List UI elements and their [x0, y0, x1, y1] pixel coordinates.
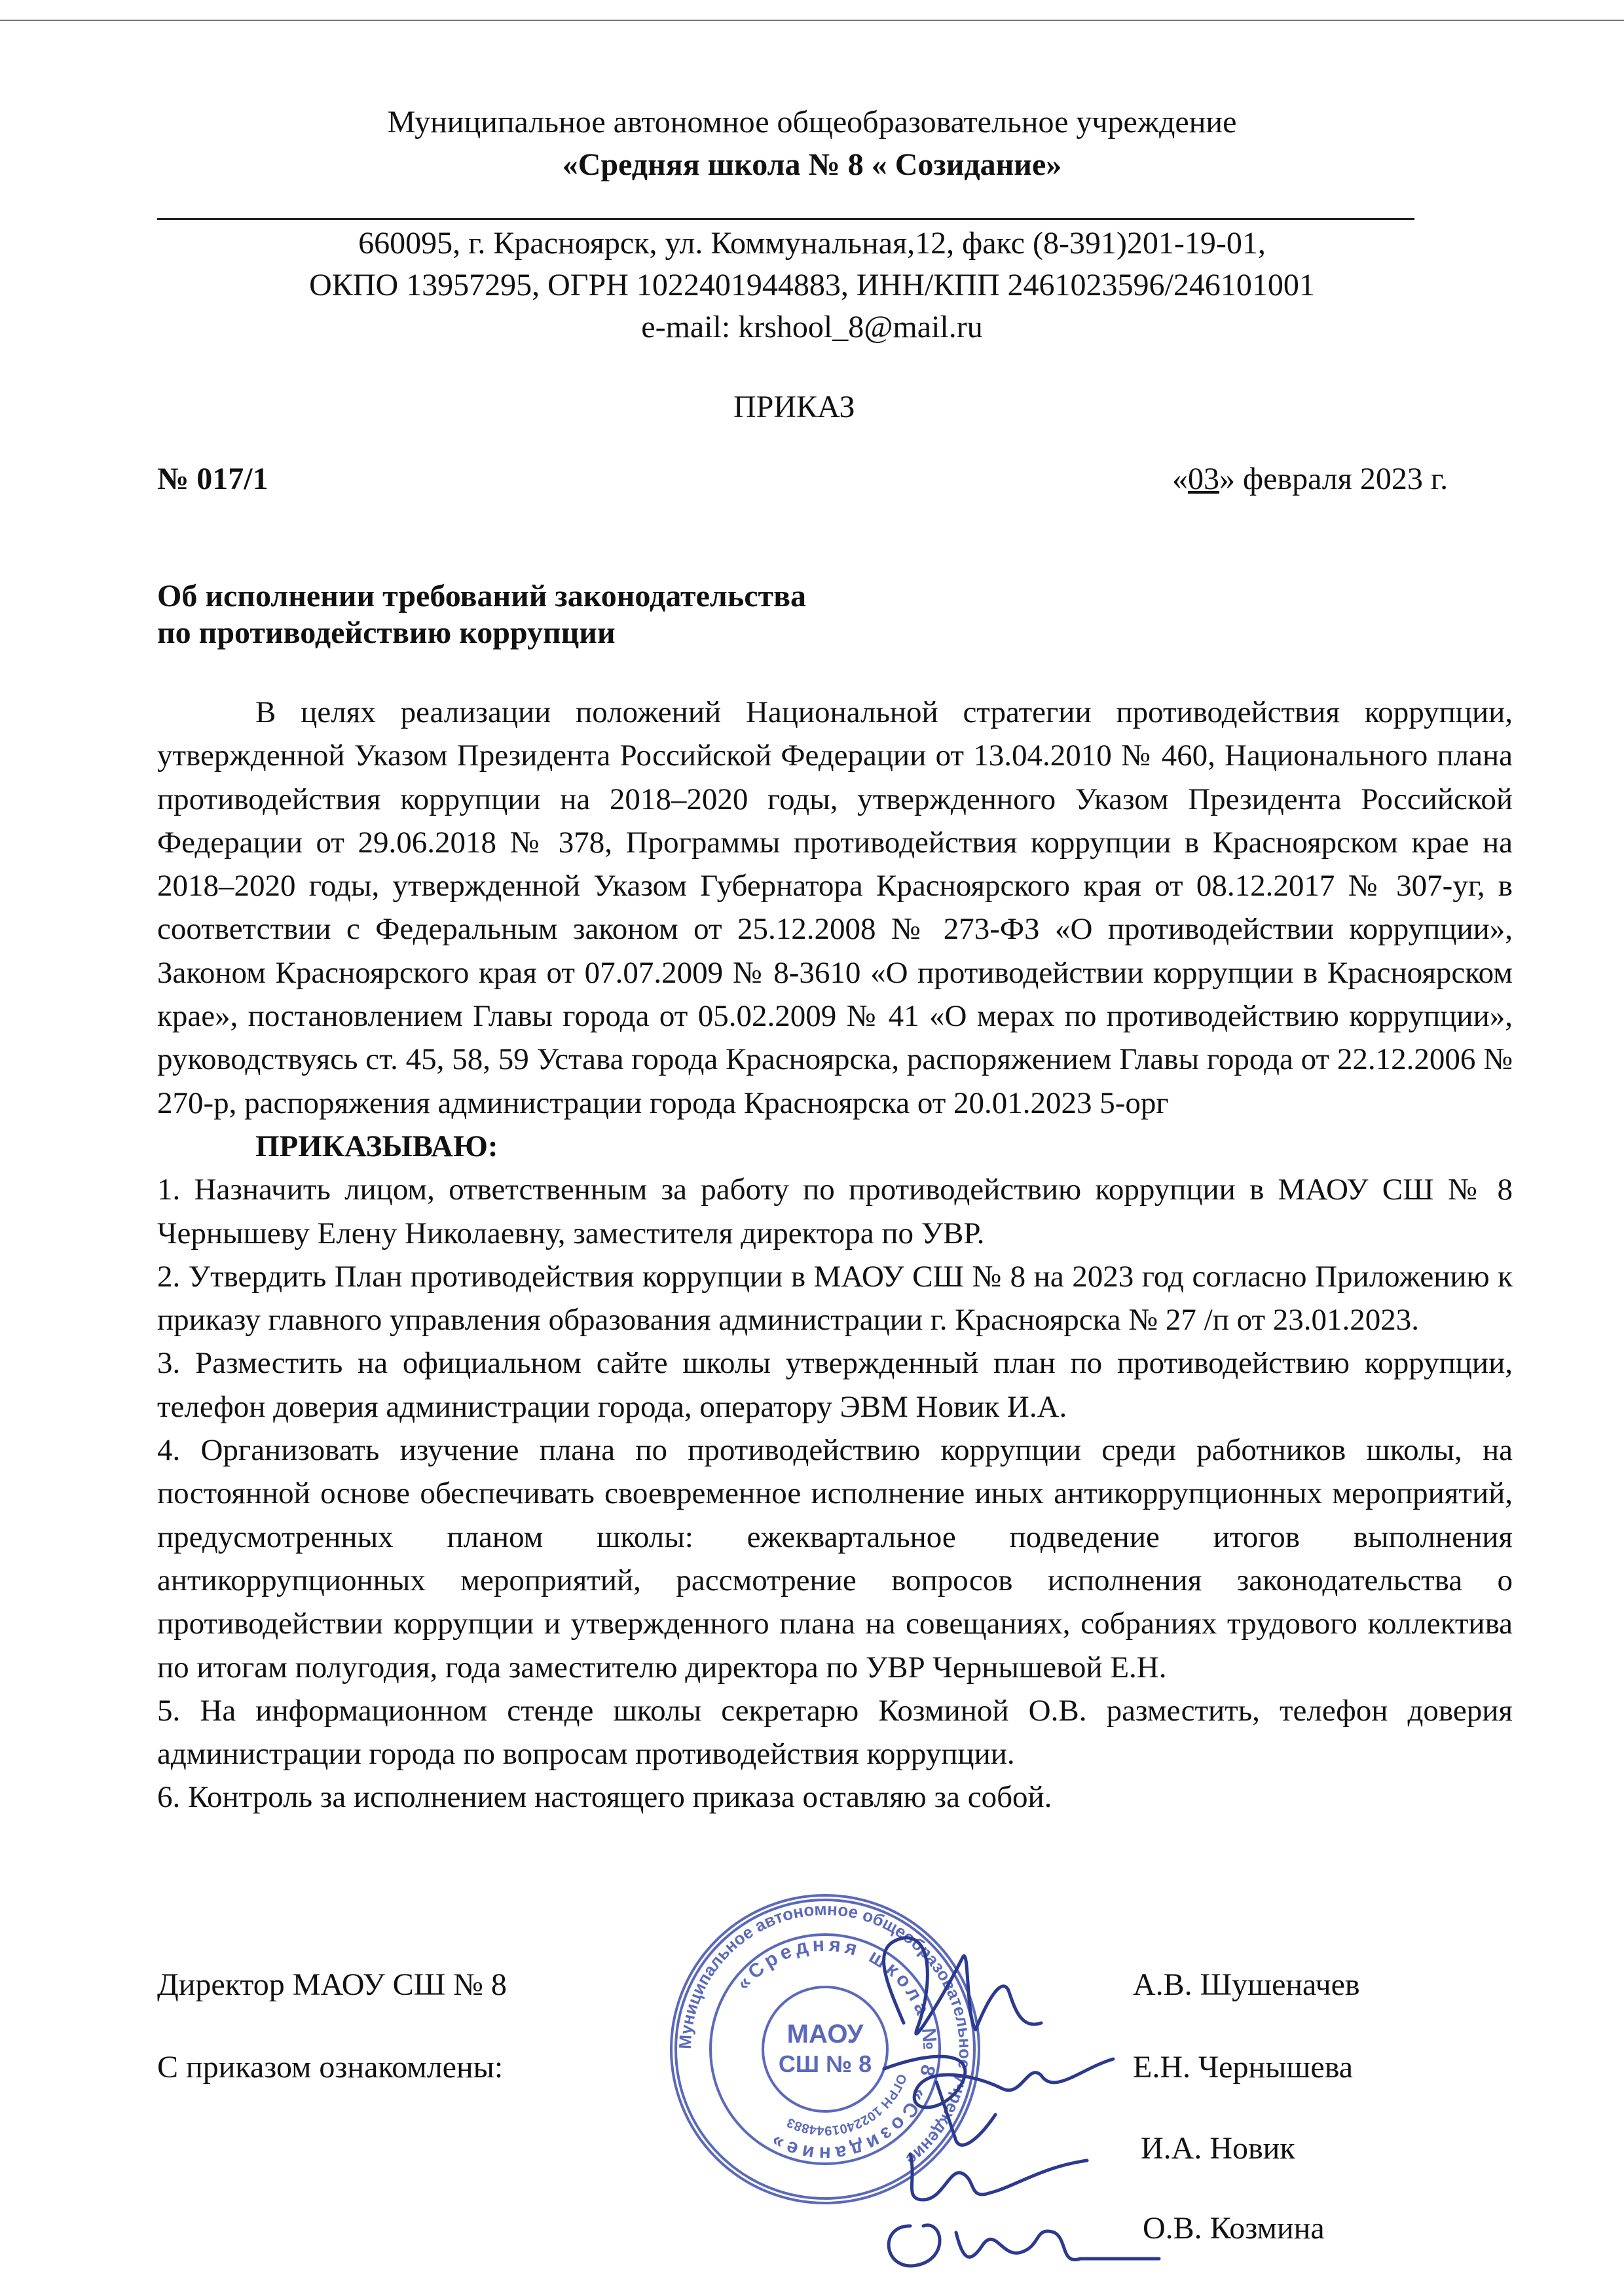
- order-item-5: 5. На информационном стенде школы секретарю Козминой О.В. разместить, телефон доверия администрации города по вопросам противодействия коррупции.: [157, 1693, 1513, 1772]
- date-rest: » февраля 2023 г.: [1219, 462, 1449, 496]
- acquainted-person-2: И.А. Новик: [1141, 2131, 1295, 2166]
- handwritten-signatures: [805, 1918, 1172, 2285]
- school-name: «Средняя школа № 8 « Созидание»: [562, 147, 1062, 182]
- signature-novik-stroke: [910, 2154, 1087, 2200]
- header-divider: [157, 218, 1414, 220]
- acquainted-label: С приказом ознакомлены:: [157, 2050, 504, 2085]
- codes-line: ОКПО 13957295, ОГРН 1022401944883, ИНН/КПП 2461023596/246101001: [309, 268, 1315, 302]
- signature-kozmina-stroke: [889, 2225, 1159, 2266]
- signature-chernysheva-stroke: [884, 2056, 1113, 2107]
- acquainted-person-1: Е.Н. Чернышева: [1133, 2050, 1354, 2085]
- preamble-paragraph: В целях реализации положений Национальной стратегии противодействия коррупции, утвержденной Указом Президента Российской Федерации от 13.04.2010 № 460, Национального плана противодействия коррупции на 2018–2020 годы, утвержденного Указом Президента Российской Федерации от 29.06.2018 № 378, Программы противодействия коррупции в Красноярском крае на 2018–2020 годы, утвержденной Указом Губернатора Красноярского края от 08.12.2017 № 307-уг, в соответствии с Федеральным законом от 25.12.2008 № 273-ФЗ «О противодействии коррупции», Законом Красноярского края от 07.07.2009 № 8-3610 «О противодействии коррупции в Красноярском крае», постановлением Главы города от 05.02.2009 № 41 «О мерах по противодействию коррупции», руководствуясь ст. 45, 58, 59 Устава города Красноярска, распоряжением Главы города от 22.12.2006 № 270-р, распоряжения администрации города Красноярска от 20.01.2023 5-орг: [157, 695, 1513, 1120]
- order-item-6: 6. Контроль за исполнением настоящего приказа оставляю за собой.: [157, 1780, 1052, 1815]
- order-item-1: 1. Назначить лицом, ответственным за работу по противодействию коррупции в МАОУ СШ № 8 Чернышеву Елену Николаевну, заместителя директора по УВР.: [157, 1173, 1513, 1250]
- stamp-center-line-1: МАОУ: [786, 2020, 864, 2049]
- acquainted-person-3: О.В. Козмина: [1143, 2211, 1325, 2246]
- date-open-quote: «: [1172, 462, 1188, 496]
- director-name: А.В. Шушеначев: [1133, 1967, 1360, 2002]
- subject-line-1: Об исполнении требований законодательства: [157, 579, 807, 613]
- order-title: ПРИКАЗ: [733, 390, 855, 424]
- stamp-center-line-2: СШ № 8: [778, 2050, 872, 2077]
- org-name: Муниципальное автономное общеобразовательное учреждение: [387, 105, 1237, 139]
- address-line: 660095, г. Красноярск, ул. Коммунальная,12, факс (8-391)201-19-01,: [358, 226, 1266, 261]
- director-title: Директор МАОУ СШ № 8: [157, 1967, 507, 2002]
- scan-edge-line: [0, 20, 1624, 21]
- order-date: [1172, 458, 1448, 500]
- email-line: e-mail: krshool_8@mail.ru: [641, 310, 983, 344]
- order-body: [157, 691, 1513, 1819]
- order-item-3: 3. Разместить на официальном сайте школы утвержденный план по противодействию коррупции, телефон доверия администрации города, оператору ЭВМ Новик И.А.: [157, 1346, 1513, 1424]
- order-number: № 017/1: [157, 462, 268, 496]
- stamp-ogrn-text: ОГРН 1022401944883: [784, 2071, 910, 2138]
- order-item-2: 2. Утвердить План противодействия коррупции в МАОУ СШ № 8 на 2023 год согласно Приложению к приказу главного управления образования администрации г. Красноярска № 27 /п от 23.01.2023.: [157, 1259, 1513, 1338]
- stamp-outer-text: Муниципальное автономное общеобразовательное учреждение: [674, 1899, 976, 2170]
- subject-line-2: по противодействию коррупции: [157, 615, 616, 650]
- date-day: 03: [1188, 462, 1219, 496]
- director-signature-stroke: [884, 1938, 1041, 2034]
- order-word: ПРИКАЗЫВАЮ:: [255, 1129, 498, 1163]
- order-item-4: 4. Организовать изучение плана по противодействию коррупции среди работников школы, на постоянной основе обеспечивать своевременное исполнение иных антикоррупционных мероприятий, предусмотренных планом школы: ежеквартальное подведение итогов выполнения антикоррупционных мероприятий, рассмотрение вопросов исполнения законодательства о противодействии коррупции и утвержденного плана на совещаниях, собраниях трудового коллектива по итогам полугодия, года заместителю директора по УВР Чернышевой Е.Н.: [157, 1433, 1513, 1685]
- stamp-inner-text: «Средняя школа № 8 «Созидание»: [732, 1933, 942, 2165]
